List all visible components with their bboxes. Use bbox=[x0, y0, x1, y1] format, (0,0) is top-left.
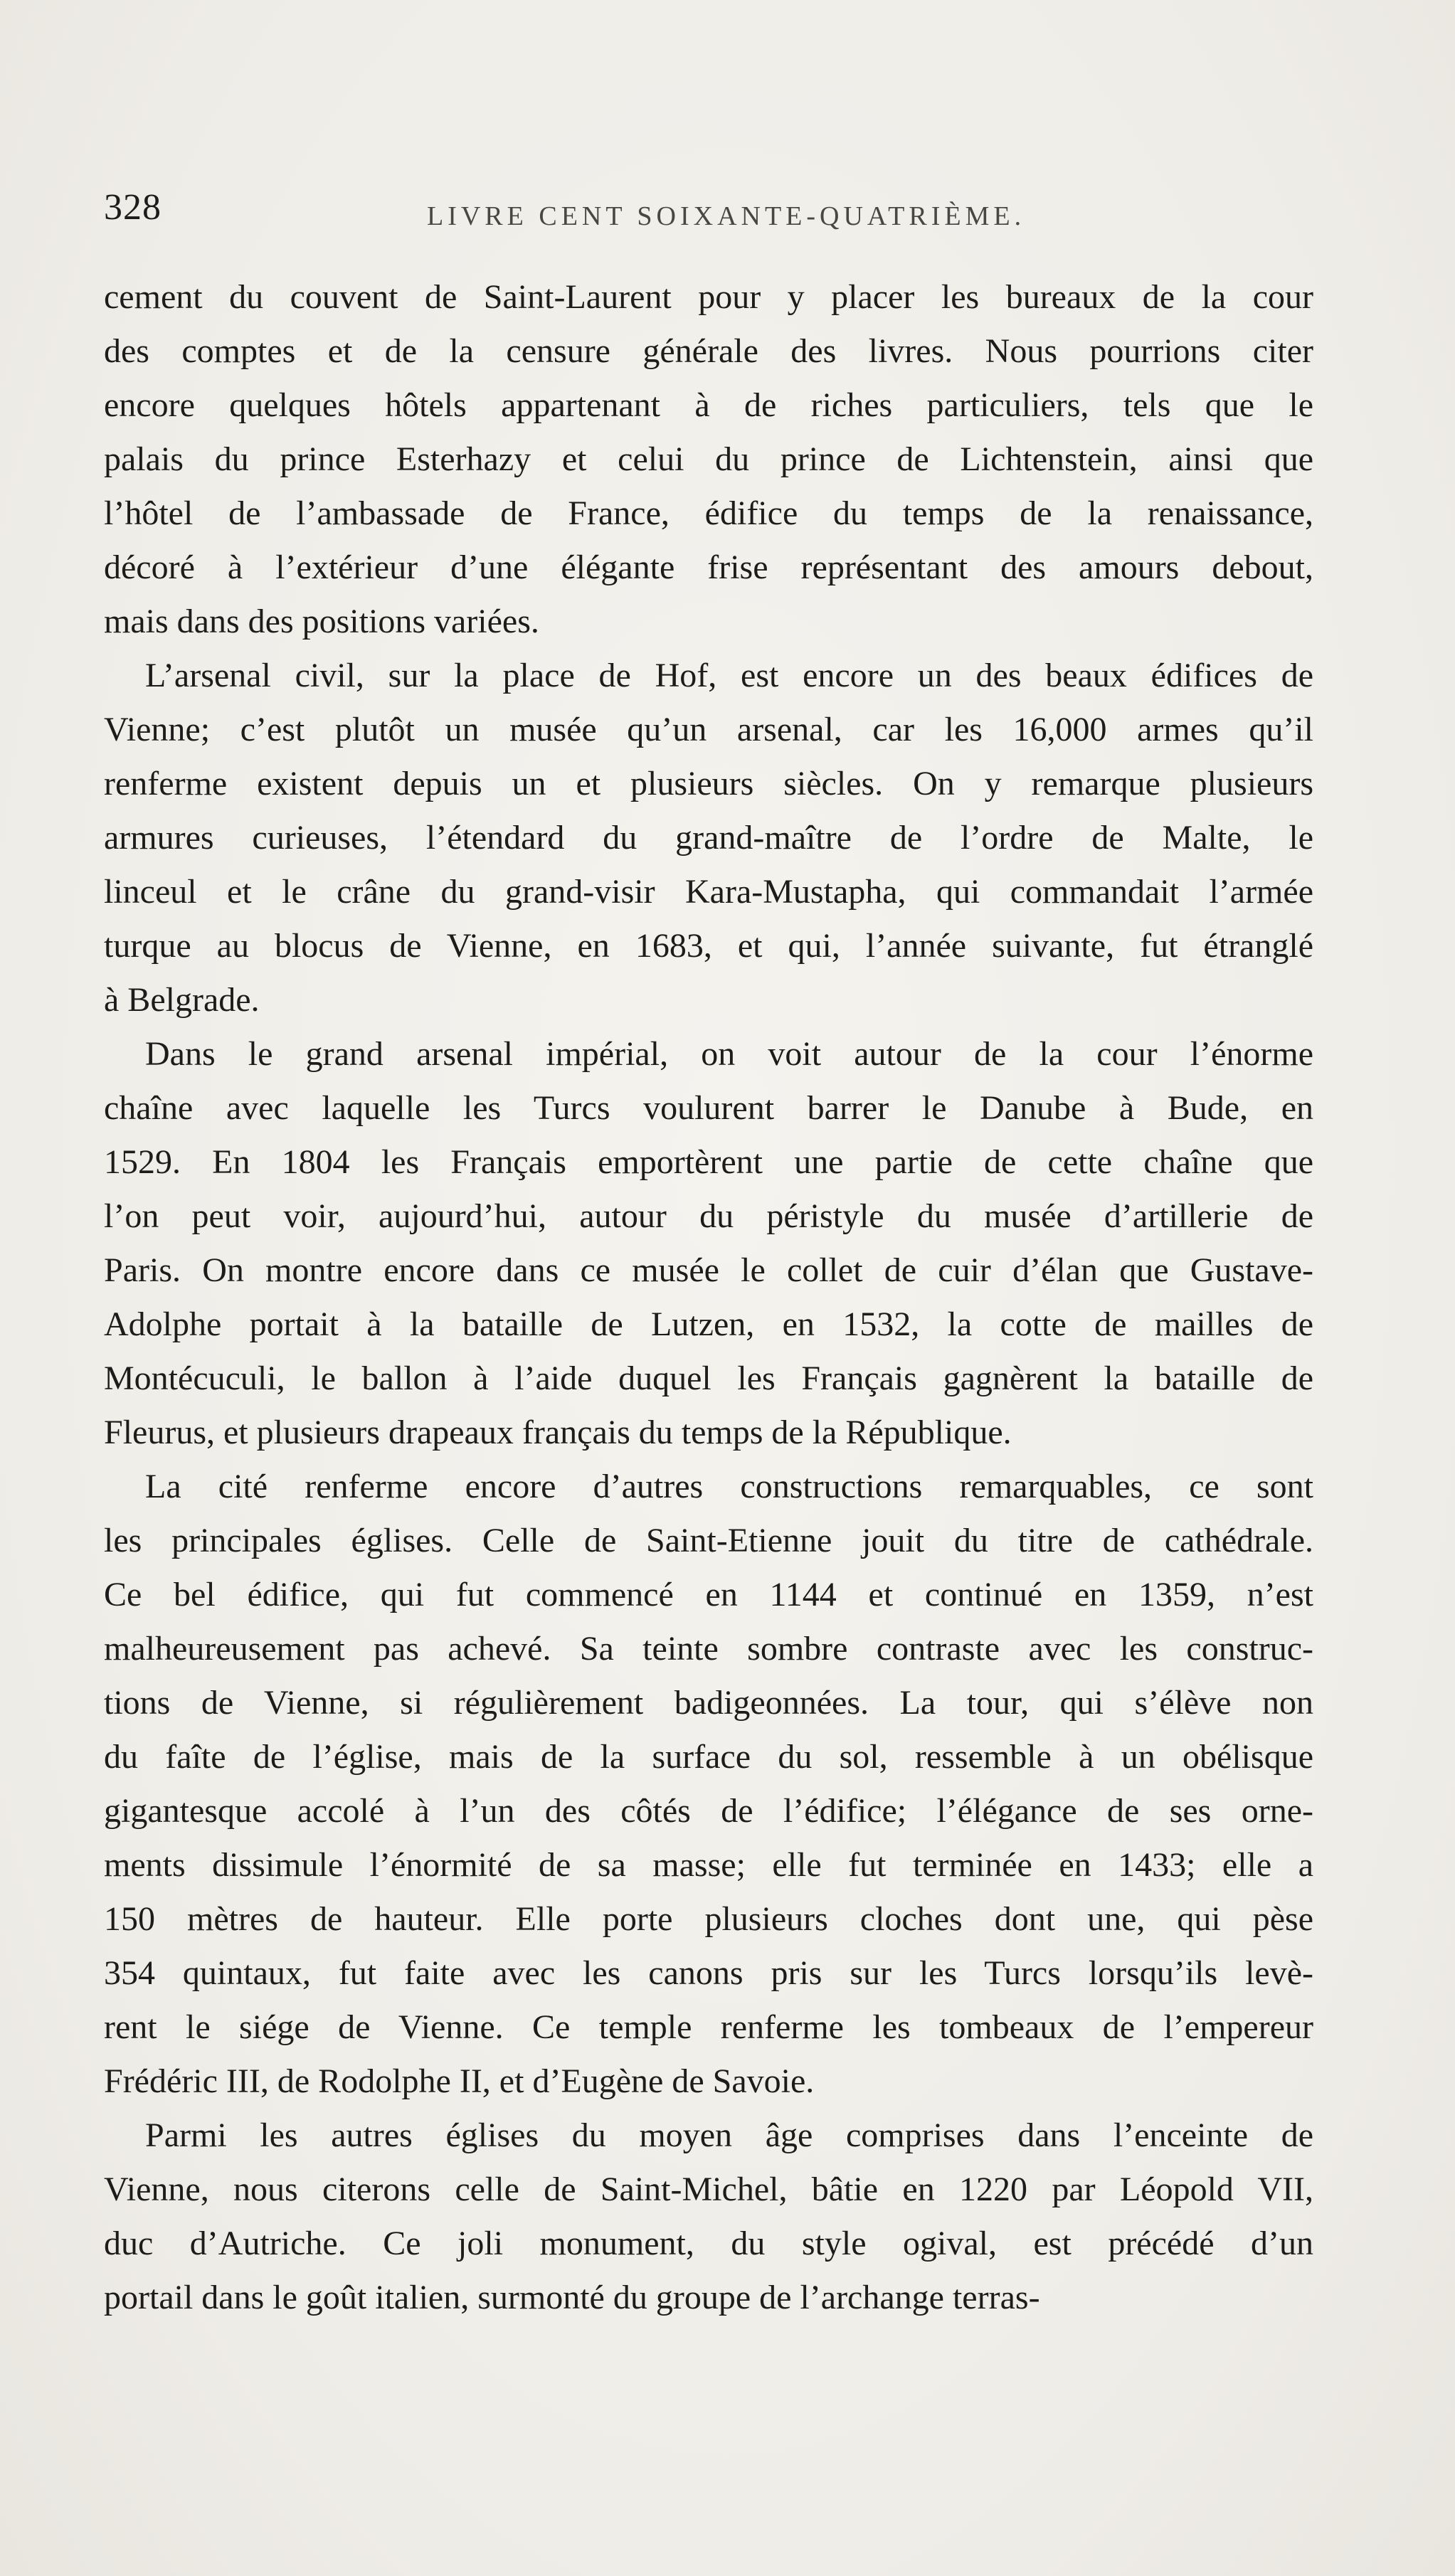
page-header bbox=[104, 186, 1313, 236]
text-line: Adolphe portait à la bataille de Lutzen, en 1532, la cotte de mailles de bbox=[104, 1305, 1313, 1343]
text-line: Vienne, nous citerons celle de Saint-Michel, bâtie en 1220 par Léopold VII, bbox=[104, 2170, 1313, 2208]
text-line: 150 mètres de hauteur. Elle porte plusieurs cloches dont une, qui pèse bbox=[104, 1900, 1313, 1938]
paragraph bbox=[104, 2109, 1313, 2325]
text-line: l’on peut voir, aujourd’hui, autour du péristyle du musée d’artillerie de bbox=[104, 1197, 1313, 1235]
text-line: du faîte de l’église, mais de la surface du sol, ressemble à un obélisque bbox=[104, 1738, 1313, 1776]
text-line: encore quelques hôtels appartenant à de riches particuliers, tels que le bbox=[104, 386, 1313, 424]
text-line: cement du couvent de Saint-Laurent pour y placer les bureaux de la cour bbox=[104, 278, 1313, 316]
text-line: palais du prince Esterhazy et celui du prince de Lichtenstein, ainsi que bbox=[104, 440, 1313, 478]
text-line: malheureusement pas achevé. Sa teinte sombre contraste avec les construc- bbox=[104, 1630, 1313, 1668]
page-number: 328 bbox=[104, 187, 162, 228]
paragraph bbox=[104, 1027, 1313, 1460]
text-line: gigantesque accolé à l’un des côtés de l’édifice; l’élégance de ses orne- bbox=[104, 1792, 1313, 1830]
text-line: Frédéric III, de Rodolphe II, et d’Eugène de Savoie. bbox=[104, 2062, 815, 2100]
text-line: 354 quintaux, fut faite avec les canons pris sur les Turcs lorsqu’ils levè- bbox=[104, 1954, 1313, 1992]
text-line: 1529. En 1804 les Français emportèrent une partie de cette chaîne que bbox=[104, 1143, 1313, 1181]
text-line: linceul et le crâne du grand-visir Kara-Mustapha, qui commandait l’armée bbox=[104, 873, 1313, 911]
text-line: les principales églises. Celle de Saint-Etienne jouit du titre de cathédrale. bbox=[104, 1522, 1313, 1559]
text-line: portail dans le goût italien, surmonté du groupe de l’archange terras- bbox=[104, 2279, 1040, 2316]
text-line: chaîne avec laquelle les Turcs voulurent barrer le Danube à Bude, en bbox=[104, 1089, 1313, 1127]
text-line: renferme existent depuis un et plusieurs siècles. On y remarque plusieurs bbox=[104, 765, 1313, 802]
text-line: Dans le grand arsenal impérial, on voit autour de la cour l’énorme bbox=[145, 1035, 1313, 1073]
text-line: à Belgrade. bbox=[104, 981, 260, 1019]
text-line: des comptes et de la censure générale des livres. Nous pourrions citer bbox=[104, 332, 1313, 370]
paragraph bbox=[104, 1460, 1313, 2109]
paragraph bbox=[104, 649, 1313, 1027]
text-line: duc d’Autriche. Ce joli monument, du style ogival, est précédé d’un bbox=[104, 2225, 1313, 2262]
text-line: ments dissimule l’énormité de sa masse; elle fut terminée en 1433; elle a bbox=[104, 1846, 1313, 1884]
text-line: l’hôtel de l’ambassade de France, édifice du temps de la renaissance, bbox=[104, 494, 1313, 532]
text-line: mais dans des positions variées. bbox=[104, 603, 539, 640]
text-line: La cité renferme encore d’autres constructions remarquables, ce sont bbox=[145, 1468, 1313, 1505]
text-line: rent le siége de Vienne. Ce temple renferme les tombeaux de l’empereur bbox=[104, 2008, 1313, 2046]
text-line: turque au blocus de Vienne, en 1683, et qui, l’année suivante, fut étranglé bbox=[104, 927, 1313, 965]
text-line: armures curieuses, l’étendard du grand-maître de l’ordre de Malte, le bbox=[104, 819, 1313, 857]
text-line: décoré à l’extérieur d’une élégante frise représentant des amours debout, bbox=[104, 548, 1313, 586]
text-line: Fleurus, et plusieurs drapeaux français du temps de la République. bbox=[104, 1414, 1012, 1451]
body-text bbox=[104, 270, 1313, 2325]
text-line: Vienne; c’est plutôt un musée qu’un arsenal, car les 16,000 armes qu’il bbox=[104, 711, 1313, 748]
text-line: tions de Vienne, si régulièrement badigeonnées. La tour, qui s’élève non bbox=[104, 1684, 1313, 1722]
text-line: Parmi les autres églises du moyen âge comprises dans l’enceinte de bbox=[145, 2116, 1313, 2154]
paragraph bbox=[104, 270, 1313, 649]
running-head: LIVRE CENT SOIXANTE-QUATRIÈME. bbox=[427, 201, 1026, 231]
text-line: L’arsenal civil, sur la place de Hof, est encore un des beaux édifices de bbox=[145, 657, 1313, 694]
text-line: Ce bel édifice, qui fut commencé en 1144 et continué en 1359, n’est bbox=[104, 1576, 1313, 1613]
text-line: Paris. On montre encore dans ce musée le collet de cuir d’élan que Gustave- bbox=[104, 1251, 1313, 1289]
text-line: Montécuculi, le ballon à l’aide duquel les Français gagnèrent la bataille de bbox=[104, 1359, 1313, 1397]
